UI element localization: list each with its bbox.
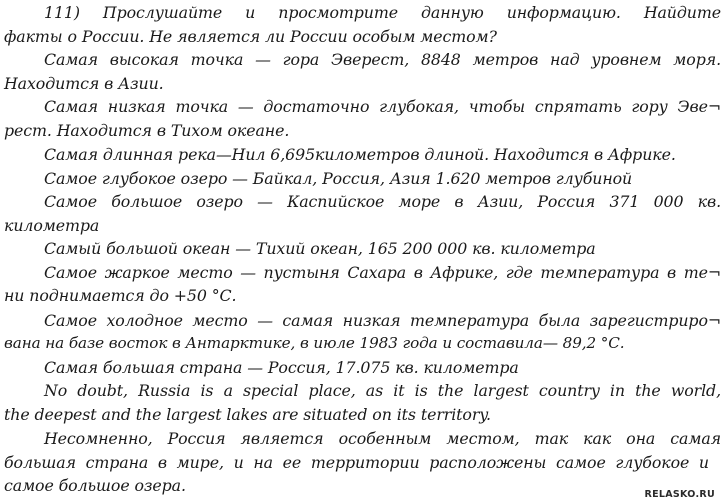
text-line: вана на базе восток в Антарктике, в июле 1983 года и составила— 89,2 °С. <box>4 334 625 352</box>
text-line: километра <box>4 215 100 235</box>
text-line: самое большое озера. <box>4 476 186 495</box>
text-line: Самая большая страна — Россия, 17.075 кв. километра <box>44 357 519 377</box>
text-line: Несомненно, Россия является особенным местом, так как она самая <box>44 429 721 448</box>
text-line: рест. Находится в Тихом океане. <box>4 120 290 140</box>
text-line: Самое глубокое озеро — Байкал, Россия, Азия 1.620 метров глубиной <box>44 168 633 188</box>
text-line: Самая длинная река—Нил 6,695километров длиной. Находится в Африке. <box>44 145 676 164</box>
watermark: RELASKO.RU <box>644 489 715 500</box>
text-line: Самая высокая точка — гора Эверест, 8848 метров над уровнем моря. <box>44 50 721 69</box>
text-line: Самое большое озеро — Каспийское море в Азии, Россия 371 000 кв. <box>44 192 721 211</box>
text-line: 111) Прослушайте и просмотрите данную информацию. Найдите <box>44 3 721 22</box>
text-line: ни поднимается до +50 °С. <box>4 286 237 305</box>
text-line: Самый большой океан — Тихий океан, 165 200 000 кв. километра <box>44 239 596 258</box>
text-line: большая страна в мире, и на ее территории расположены самое глубокое и <box>4 452 709 472</box>
text-line: факты о России. Не является ли России особым местом? <box>4 26 497 46</box>
text-line: Самое холодное место — самая низкая температура была зарегистриро¬ <box>44 310 721 330</box>
text-line: No doubt, Russia is a special place, as it is the largest country in the world, <box>44 381 721 400</box>
text-line: Самая низкая точка — достаточно глубокая, чтобы спрятать гору Эве¬ <box>44 97 721 116</box>
text-line: the deepest and the largest lakes are situated on its territory. <box>4 404 491 424</box>
text-line: Самое жаркое место — пустыня Сахара в Африке, где температура в те¬ <box>44 262 721 282</box>
text-line: Находится в Азии. <box>4 73 164 93</box>
